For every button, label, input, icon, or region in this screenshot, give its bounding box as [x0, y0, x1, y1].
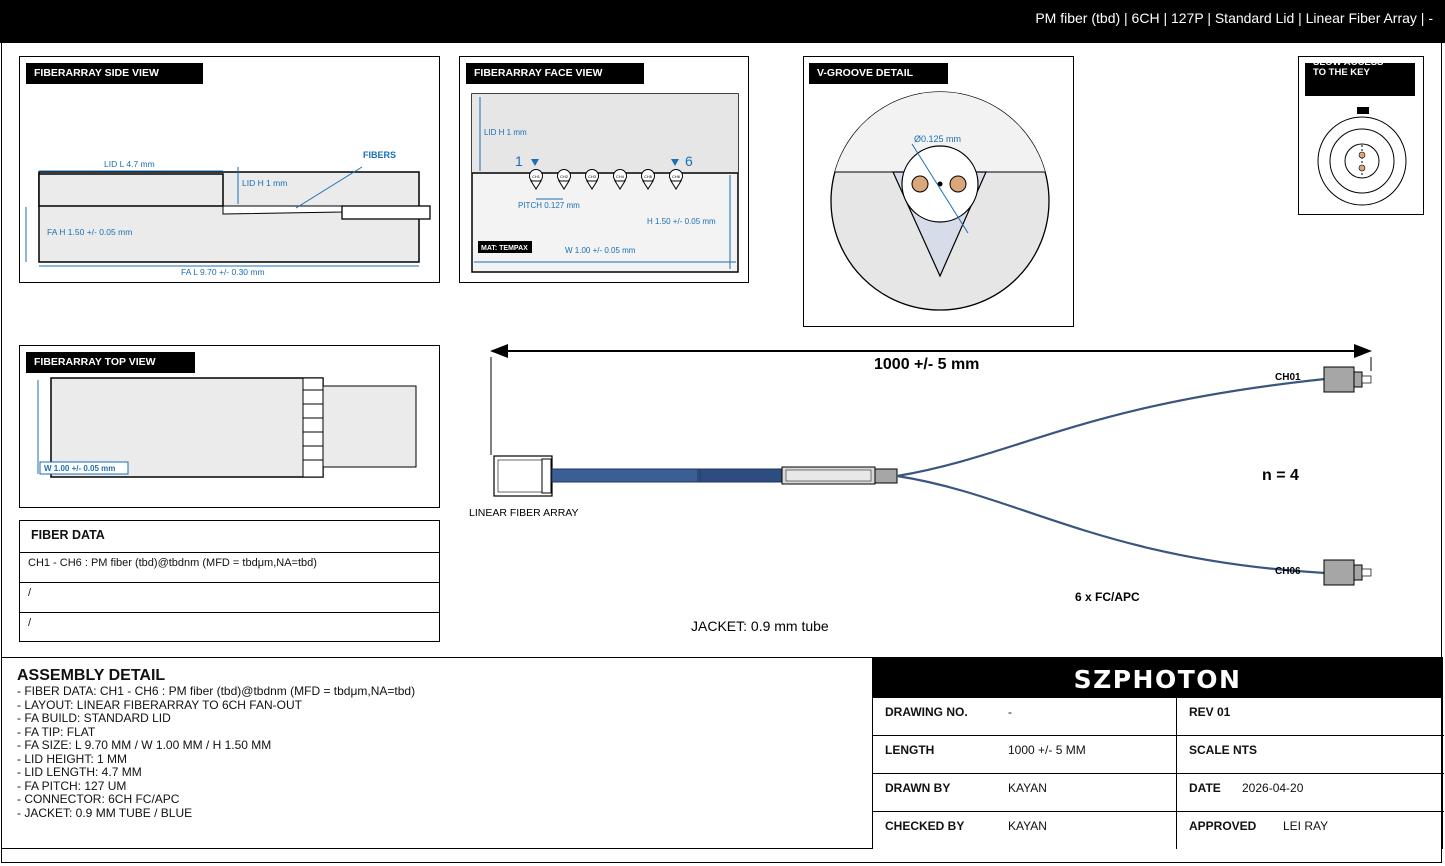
approved-value: LEI RAY: [1283, 819, 1329, 833]
face-width-label: W 1.00 +/- 0.05 mm: [565, 246, 636, 255]
scale-value: SCALE NTS: [1189, 743, 1258, 757]
material-label: MAT: TEMPAX: [481, 245, 528, 252]
drawing-no-label: DRAWING NO.: [885, 705, 968, 719]
connector-label: 6 x FC/APC: [1075, 590, 1140, 604]
last-channel-marker: 6: [685, 153, 693, 169]
ch-first-label: CH01: [1275, 372, 1301, 383]
face-height-label: H 1.50 +/- 0.05 mm: [647, 217, 716, 226]
revision-value: REV 01: [1189, 705, 1231, 719]
length-label: LENGTH: [885, 743, 935, 757]
top-width-label: W 1.00 +/- 0.05 mm: [44, 464, 116, 473]
vgroove-drawing: [804, 57, 1075, 328]
fiber-data-title: FIBER DATA: [31, 528, 105, 542]
assembly-detail-line: - LAYOUT: LINEAR FIBERARRAY TO 6CH FAN-OUT: [17, 697, 302, 712]
assembly-detail-line: - FA PITCH: 127 UM: [17, 778, 127, 793]
drawn-by-value: KAYAN: [1008, 781, 1047, 795]
fiber-data-row: CH1 - CH6 : PM fiber (tbd)@tbdnm (MFD = tbdμm,NA=tbd): [20, 552, 439, 582]
assembly-drawing: [460, 335, 1390, 640]
vgroove-tag: V-GROOVE DETAIL: [809, 63, 948, 84]
ch-last-label: CH06: [1275, 566, 1301, 577]
approved-label: APPROVED: [1189, 819, 1257, 833]
drawing-title: PM fiber (tbd) | 6CH | 127P | Standard Lid | Linear Fiber Array | -: [1035, 10, 1433, 26]
first-channel-marker: 1: [515, 153, 523, 169]
title-row-drawing-no: [873, 698, 1444, 736]
face-lid-height-label: LID H 1 mm: [484, 128, 527, 137]
fiber-data-row: /: [20, 582, 439, 612]
fibers-label: FIBERS: [363, 150, 397, 160]
assembly-detail-line: - JACKET: 0.9 MM TUBE / BLUE: [17, 805, 193, 820]
fiber-diameter-label: Ø0.125 mm: [914, 134, 962, 144]
key-access-line-1: SLOW ACCESS: [1313, 57, 1384, 68]
assembly-detail-line: - LID HEIGHT: 1 MM: [17, 751, 128, 766]
lid-height-label: LID H 1 mm: [242, 178, 288, 188]
channel-3-label: CH3: [588, 174, 597, 179]
title-row-checked-by: [873, 812, 1444, 849]
assembly-detail-line: - CONNECTOR: 6CH FC/APC: [17, 792, 180, 806]
lid-length-label: LID L 4.7 mm: [104, 159, 155, 169]
channel-2-label: CH2: [560, 174, 569, 179]
side-view-tag: FIBERARRAY SIDE VIEW: [26, 63, 203, 84]
company-name: SZPHOTON: [873, 657, 1442, 698]
assembly-detail-line: - FA BUILD: STANDARD LID: [17, 711, 171, 725]
side-view-panel: [19, 56, 440, 283]
drawing-no-value: -: [1008, 705, 1012, 719]
top-view-panel: [19, 345, 440, 508]
channel-5-label: CH5: [644, 174, 653, 179]
title-row-drawn-by: [873, 774, 1444, 812]
overall-length-label: 1000 +/- 5 mm: [874, 356, 980, 373]
length-value: 1000 +/- 5 MM: [1008, 743, 1086, 757]
date-value: 2026-04-20: [1242, 781, 1304, 795]
face-view-panel: [459, 56, 749, 283]
channel-count-label: n = 4: [1262, 467, 1299, 484]
fiber-data-table: [19, 520, 440, 642]
channel-1-label: CH1: [532, 174, 541, 179]
connector-end-view: [1299, 57, 1425, 216]
fa-height-label: FA H 1.50 +/- 0.05 mm: [47, 227, 133, 237]
assembly-detail-line: - LID LENGTH: 4.7 MM: [17, 765, 142, 779]
array-label: LINEAR FIBER ARRAY: [469, 507, 579, 519]
key-access-panel: [1298, 56, 1424, 215]
assembly-detail-line: - FIBER DATA: CH1 - CH6 : PM fiber (tbd)@tbdnm (MFD = tbdμm,NA=tbd): [17, 684, 416, 698]
pitch-label: PITCH 0.127 mm: [518, 201, 580, 210]
channel-6-label: CH6: [672, 174, 681, 179]
title-block: [872, 657, 1443, 849]
title-row-length: [873, 736, 1444, 774]
assembly-detail-line: - FA SIZE: L 9.70 MM / W 1.00 MM / H 1.50 MM: [17, 738, 272, 752]
date-label: DATE: [1189, 781, 1221, 795]
assembly-detail: [17, 667, 857, 820]
top-view-drawing: [20, 346, 441, 509]
channel-4-label: CH4: [616, 174, 625, 179]
checked-by-value: KAYAN: [1008, 819, 1047, 833]
assembly-detail-title: ASSEMBLY DETAIL: [17, 667, 166, 684]
header-bar: [0, 0, 1445, 43]
vgroove-panel: [803, 56, 1074, 327]
top-view-tag: FIBERARRAY TOP VIEW: [26, 352, 195, 373]
notes-bottom-border: [1, 848, 873, 849]
face-view-tag: FIBERARRAY FACE VIEW: [466, 63, 644, 84]
side-view-drawing: [20, 57, 441, 284]
assembly-detail-line: - FA TIP: FLAT: [17, 724, 96, 739]
jacket-label: JACKET: 0.9 mm tube: [691, 618, 829, 634]
face-view-drawing: [460, 57, 750, 284]
fiber-data-row: /: [20, 612, 439, 642]
drawn-by-label: DRAWN BY: [885, 781, 951, 795]
fa-length-label: FA L 9.70 +/- 0.30 mm: [181, 267, 265, 277]
checked-by-label: CHECKED BY: [885, 819, 965, 833]
key-access-line-2: TO THE KEY: [1313, 67, 1370, 78]
